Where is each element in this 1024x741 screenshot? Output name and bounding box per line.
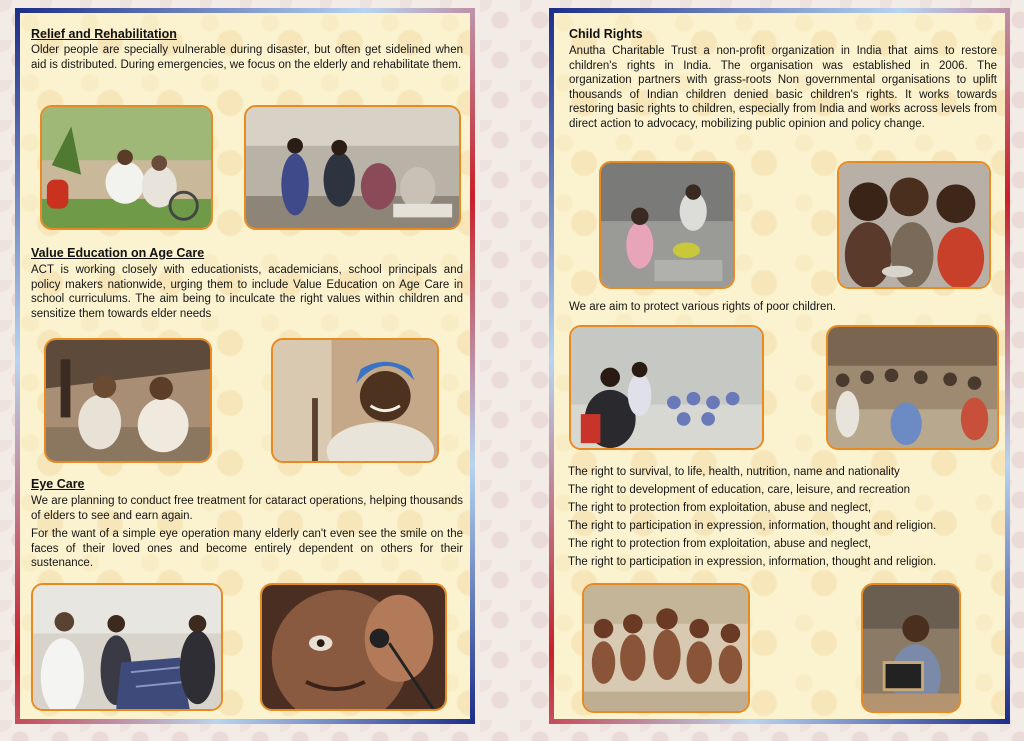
children-class-photo xyxy=(569,325,764,450)
child-rights-heading: Child Rights xyxy=(569,27,643,41)
rights-list-item: The right to protection from exploitation, abuse and neglect, xyxy=(568,538,872,550)
value-education-text: ACT is working closely with educationists, academicians, school principals and policy makers nationwide, urging them to include Value Education on Age Care in school curriculums. The aim being to inculcate the right values within children and sensitize them towards elder needs xyxy=(31,264,463,320)
children-circle-photo xyxy=(826,325,999,450)
aim-text: We are aim to protect various rights of poor children. xyxy=(569,301,836,313)
child-working-photo xyxy=(599,161,735,289)
rights-list-item: The right to survival, to life, health, nutrition, name and nationality xyxy=(568,466,900,478)
relief-text: Older people are specially vulnerable during disaster, but often get sidelined when aid is distributed. During emergencies, we focus on the elderly and rehabilitate them. xyxy=(31,44,463,71)
right-page-panel xyxy=(549,8,1010,724)
children-sitting-photo xyxy=(582,583,750,713)
eye-care-text-2: For the want of a simple eye operation many elderly can't even see the smile on the faces of their loved ones and become entirely dependent on others for their sustenance. xyxy=(31,528,463,570)
elderly-men-photo xyxy=(44,338,212,463)
rights-list-item: The right to protection from exploitation, abuse and neglect, xyxy=(568,502,872,514)
eye-care-text-1: We are planning to conduct free treatment for cataract operations, helping thousands of elders to see and earn again. xyxy=(31,495,463,522)
elderly-wheelchair-photo xyxy=(40,105,213,230)
child-rights-text: Anutha Charitable Trust a non-profit organization in India that aims to restore children's rights in India. The organisation was established in 2006. The organization partners with grass-roots Non governmental organisations to uplift thousands of Indian children denied basic children's rights. It works towards restoring basic rights to children, especially from India and works across levels from direct action to advocacy, mobilizing public opinion and policy change. xyxy=(569,45,997,130)
child-slate-photo xyxy=(861,583,961,713)
relief-heading: Relief and Rehabilitation xyxy=(31,27,177,41)
rights-list-item: The right to participation in expression, information, thought and religion. xyxy=(568,556,937,568)
eye-care-heading: Eye Care xyxy=(31,477,85,491)
children-eating-photo xyxy=(837,161,991,289)
value-education-heading: Value Education on Age Care xyxy=(31,246,205,260)
relief-camp-photo xyxy=(244,105,461,230)
rights-list-item: The right to participation in expression, information, thought and religion. xyxy=(568,520,937,532)
smiling-elderly-woman-photo xyxy=(271,338,439,463)
rights-list-item: The right to development of education, care, leisure, and recreation xyxy=(568,484,911,496)
medical-camp-photo xyxy=(31,583,223,711)
rights-list xyxy=(568,463,1008,571)
left-page-panel xyxy=(15,8,475,724)
eye-examination-photo xyxy=(260,583,447,711)
